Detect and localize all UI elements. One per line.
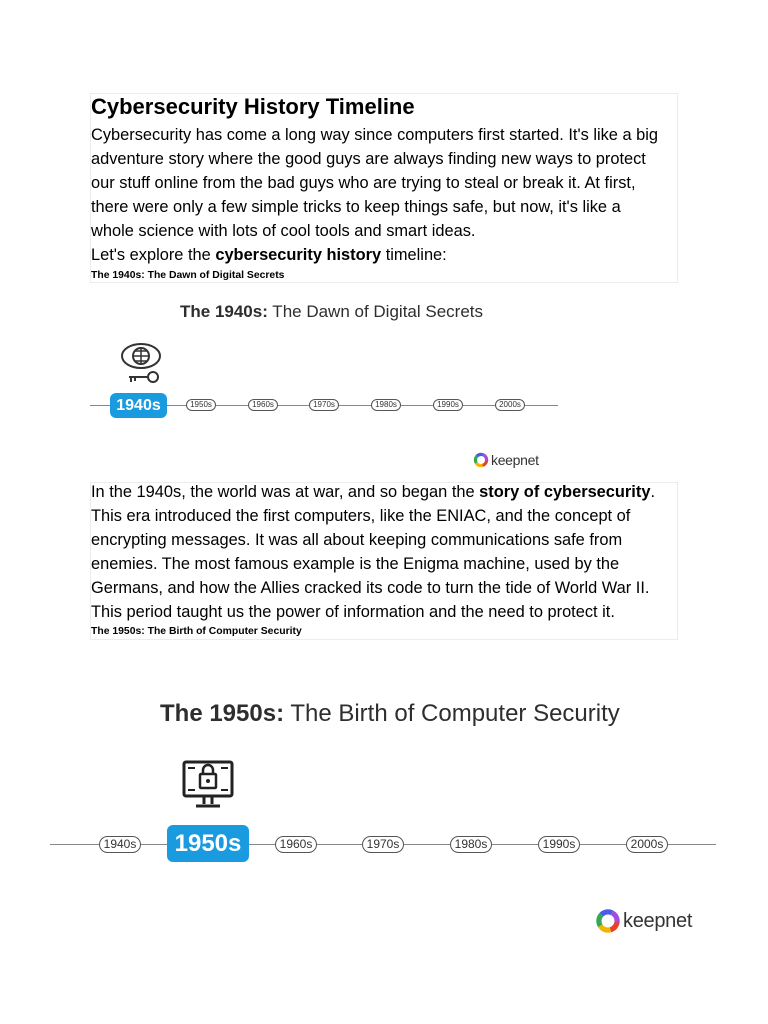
timeline-pill-active: 1950s: [167, 825, 249, 862]
image-title: The 1940s: The Dawn of Digital Secrets: [180, 302, 484, 321]
para-1940s-line: encrypting messages. It was all about keeping communications safe from: [91, 531, 623, 549]
brain-key-icon: [119, 342, 165, 388]
timeline-pill: 1940s: [99, 836, 141, 853]
para-1940s-line: [91, 480, 655, 504]
timeline-pill: 1970s: [362, 836, 404, 853]
para-1940s-prefix: In the 1940s, the world was at war, and so began the: [91, 483, 480, 501]
timeline-pill: 1950s: [186, 399, 216, 411]
subheading-1940s: The 1940s: The Dawn of Digital Secrets: [91, 270, 285, 281]
timeline-pill-active: 1940s: [110, 393, 167, 418]
timeline-pill: 2000s: [626, 836, 668, 853]
page-title: Cybersecurity History Timeline: [91, 94, 415, 119]
para-1940s-line: This period taught us the power of information and the need to protect it.: [91, 603, 615, 621]
timeline-pill: 1990s: [433, 399, 463, 411]
para-1940s-line: Germans, and how the Allies cracked its code to turn the tide of World War II.: [91, 579, 650, 597]
keepnet-logo-text: keepnet: [623, 909, 693, 932]
subheading-1950s: The 1950s: The Birth of Computer Security: [91, 626, 302, 637]
para-1940s-suffix: .: [650, 483, 655, 501]
intro-line: whole science with lots of cool tools and smart ideas.: [91, 222, 476, 240]
timeline-pill: 2000s: [495, 399, 525, 411]
keepnet-logo-icon: [595, 908, 621, 934]
computer-lock-icon: [182, 760, 234, 814]
timeline-pill: 1990s: [538, 836, 580, 853]
keepnet-logo-icon: [473, 452, 489, 468]
explore-prefix: Let's explore the: [91, 246, 216, 264]
para-1940s-line: This era introduced the first computers, like the ENIAC, and the concept of: [91, 507, 631, 525]
keepnet-logo-text: keepnet: [491, 452, 539, 468]
intro-line: Cybersecurity has come a long way since computers first started. It's like a big: [91, 126, 659, 144]
timeline-image-1950s: [40, 690, 730, 950]
timeline-pill: 1970s: [309, 399, 339, 411]
keepnet-logo: [595, 908, 692, 934]
timeline-image-1940s: [90, 292, 590, 477]
timeline-pill: 1980s: [371, 399, 401, 411]
intro-line: adventure story where the good guys are always finding new ways to protect: [91, 150, 646, 168]
timeline-pill: 1960s: [275, 836, 317, 853]
explore-bold: cybersecurity history: [215, 246, 382, 264]
keepnet-logo: [473, 452, 539, 468]
intro-line: our stuff online from the bad guys who are trying to steal or break it. At first,: [91, 174, 636, 192]
timeline-pill: 1960s: [248, 399, 278, 411]
explore-line: [91, 243, 447, 267]
image-title: The 1950s: The Birth of Computer Security: [160, 700, 620, 727]
para-1940s-bold: story of cybersecurity: [479, 483, 651, 501]
intro-line: there were only a few simple tricks to keep things safe, but now, it's like a: [91, 198, 621, 216]
para-1940s-line: enemies. The most famous example is the Enigma machine, used by the: [91, 555, 620, 573]
explore-suffix: timeline:: [381, 246, 447, 264]
timeline-pill: 1980s: [450, 836, 492, 853]
